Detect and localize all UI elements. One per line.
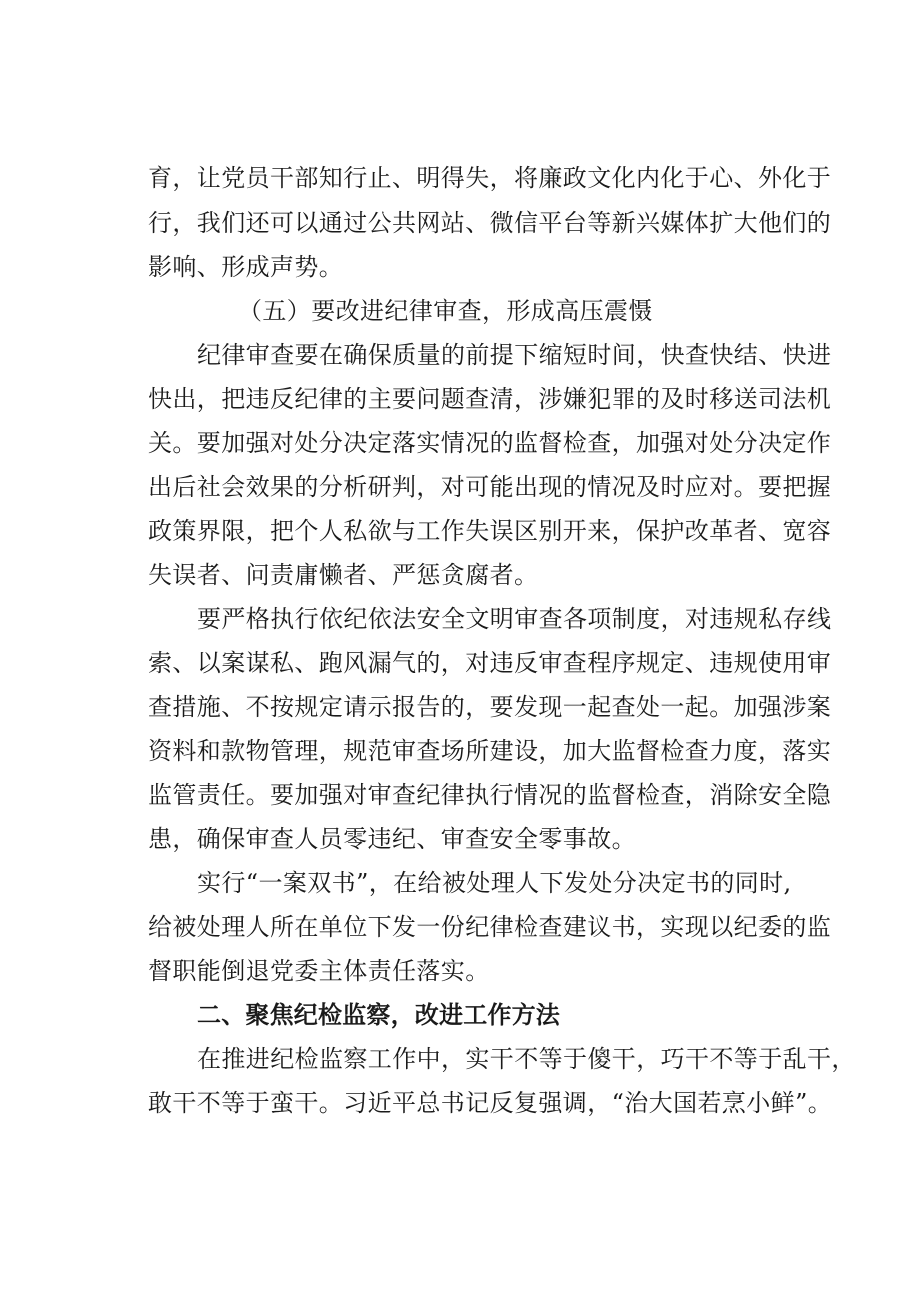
paragraph-line: 实行“一案双书”，在给被处理人下发处分决定书的同时, (197, 869, 792, 897)
paragraph-line: 索、以案谋私、跑风漏气的，对违反审查程序规定、违规使用审 (148, 649, 832, 677)
paragraph-line: 查措施、不按规定请示报告的，要发现一起查处一起。加强涉案 (148, 693, 832, 721)
paragraph-line: 在推进纪检监察工作中，实干不等于傻干，巧干不等于乱干， (197, 1045, 856, 1073)
paragraph-line: 监管责任。要加强对审查纪律执行情况的监督检查，消除安全隐 (148, 781, 832, 809)
paragraph-line: 行，我们还可以通过公共网站、微信平台等新兴媒体扩大他们的 (148, 209, 832, 237)
paragraph-line: 敢干不等于蛮干。习近平总书记反复强调，“治大国若烹小鲜”。 (148, 1089, 833, 1117)
paragraph-line: 给被处理人所在单位下发一份纪律检查建议书，实现以纪委的监 (148, 913, 832, 941)
paragraph-line: 患，确保审查人员零违纪、审查安全零事故。 (148, 825, 636, 853)
section-heading: 二、聚焦纪检监察，改进工作方法 (197, 1001, 560, 1029)
paragraph-line: 出后社会效果的分析研判，对可能出现的情况及时应对。要把握 (148, 473, 832, 501)
paragraph-line: 失误者、问责庸懒者、严惩贪腐者。 (148, 561, 539, 589)
paragraph-line: 政策界限，把个人私欲与工作失误区别开来，保护改革者、宽容 (148, 517, 832, 545)
paragraph-line: 快出，把违反纪律的主要问题查清，涉嫌犯罪的及时移送司法机 (148, 385, 832, 413)
paragraph-line: 要严格执行依纪依法安全文明审查各项制度，对违规私存线 (197, 605, 832, 633)
paragraph-line: 纪律审查要在确保质量的前提下缩短时间，快查快结、快进 (197, 341, 832, 369)
section-subheading: （五）要改进纪律审查，形成高压震慑 (238, 297, 653, 325)
paragraph-line: 资料和款物管理，规范审查场所建设，加大监督检查力度，落实 (148, 737, 832, 765)
paragraph-line: 影响、形成声势。 (148, 253, 344, 281)
paragraph-line: 关。要加强对处分决定落实情况的监督检查，加强对处分决定作 (148, 429, 832, 457)
paragraph-line: 督职能倒退党委主体责任落实。 (148, 957, 490, 985)
paragraph-line: 育，让党员干部知行止、明得失，将廉政文化内化于心、外化于 (148, 164, 832, 192)
